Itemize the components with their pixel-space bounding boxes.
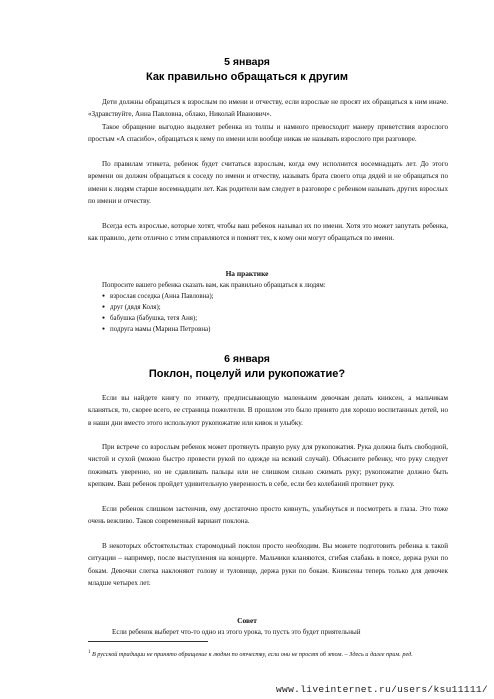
section1-date: 5 января	[224, 56, 270, 68]
practice-list	[102, 291, 214, 335]
practice-intro: Попросите вашего ребенка сказать вам, как правильно обращаться к людям:	[102, 282, 326, 289]
advice-title: Совет	[237, 616, 257, 625]
section1-paragraph-1: Дети должны обращаться к взрослым по имени и отчеству, если взрослые не просят их обращаться к ним иначе. «Здравствуйте, Анна Павловна, облако, Николай Иванович».	[88, 98, 448, 119]
practice-item: ● подруга мамы (Марина Петровна)	[102, 324, 214, 335]
footnote-rule	[88, 641, 208, 642]
section2-paragraph-1: Если вы найдете книгу по этикету, предписывающую маленьким девочкам делать книксен, а мальчикам кланяться, то, скорее всего, ее страница пожелтели. В прошлом это было принято для хорошо воспитанных детей, но в наши дни вместо этого используют рукопожатие или кивок и улыбку.	[88, 394, 448, 427]
practice-title: На практике	[225, 269, 269, 278]
section1-title: Как правильно обращаться к другим	[145, 71, 349, 83]
section2-date: 6 января	[224, 353, 270, 365]
section1-paragraph-2: Такое обращение выгодно выделяет ребенка из толпы и намного превосходит манеру приветствия взрослого простым «А спасибо», обращаться к нему по имени или вообще никак не называть взрослого при разговоре.	[88, 123, 448, 144]
footnote	[88, 648, 448, 660]
practice-item: ● взрослая соседка (Анна Павловна);	[102, 291, 214, 302]
practice-item: ● друг (дядя Коля);	[102, 302, 214, 313]
advice-text: Если ребенок выберет что-то одно из этого урока, то пусть это будет приятельный	[112, 628, 361, 636]
section2-paragraph-4: В некоторых обстоятельствах старомодный поклон просто необходим. Вы можете подготовить ребенка к такой ситуации – например, после выступления на концерте. Мальчики кланяются, сгибая слабакь в поясе, держа руки по бокам. Девочки слегка наклоняют голову и туловище, держа руки по бокам. Книксены теперь только для девочек младше четырех лет.	[88, 542, 448, 588]
section2-paragraph-3: Если ребенок слишком застенчив, ему достаточно просто кивнуть, улыбнуться и посмотреть в глаза. Это тоже очень вежливо. Таков современный вариант поклона.	[88, 505, 448, 526]
section1-paragraph-3: По правилам этикета, ребенок будет считаться взрослым, когда ему исполнится восемнадцать лет. До этого времени он должен обращаться к соседу по имени и отчеству, называть брата своего отца дядей и не обращаться по имени к людям старше восемнадцати лет. Как родители вам следует в разговоре с ребенком называть других взрослых по имени и отчеству.	[88, 160, 448, 206]
section2-title: Поклон, поцелуй или рукопожатие?	[148, 368, 346, 380]
footnote-marker: 1	[88, 650, 91, 655]
section1-paragraph-4: Всегда есть взрослые, которые хотят, чтобы ваш ребенок называл их по имени. Хотя это может запутать ребенка, как правило, дети отлично с этим справляются и помнят тех, к кому они могут обращаться по имени.	[88, 222, 448, 243]
section2-paragraph-2: При встрече со взрослым ребенок может протянуть правую руку для рукопожатия. Рука должна быть свободной, чистой и сухой (можно быстро провести рукой по одежде на всякий случай). Объясните ребенку, что руку следует пожимать уверенно, но не сдавливать пальцы или не слишком сильно сжимать руку; рукопожатие должно быть крепким. Ваш ребенок пройдет удивительную уверенность в себе, если без колебаний протянет руку.	[88, 443, 448, 489]
footnote-text: В русской традиции не принято обращение к людям по отчеству, если они не просят об этом. – Здесь и далее прим. ред.	[91, 651, 413, 659]
practice-item: ● бабушка (бабушка, тетя Аня);	[102, 313, 214, 324]
watermark: www.liveinternet.ru/users/ksu11111/	[275, 684, 488, 695]
